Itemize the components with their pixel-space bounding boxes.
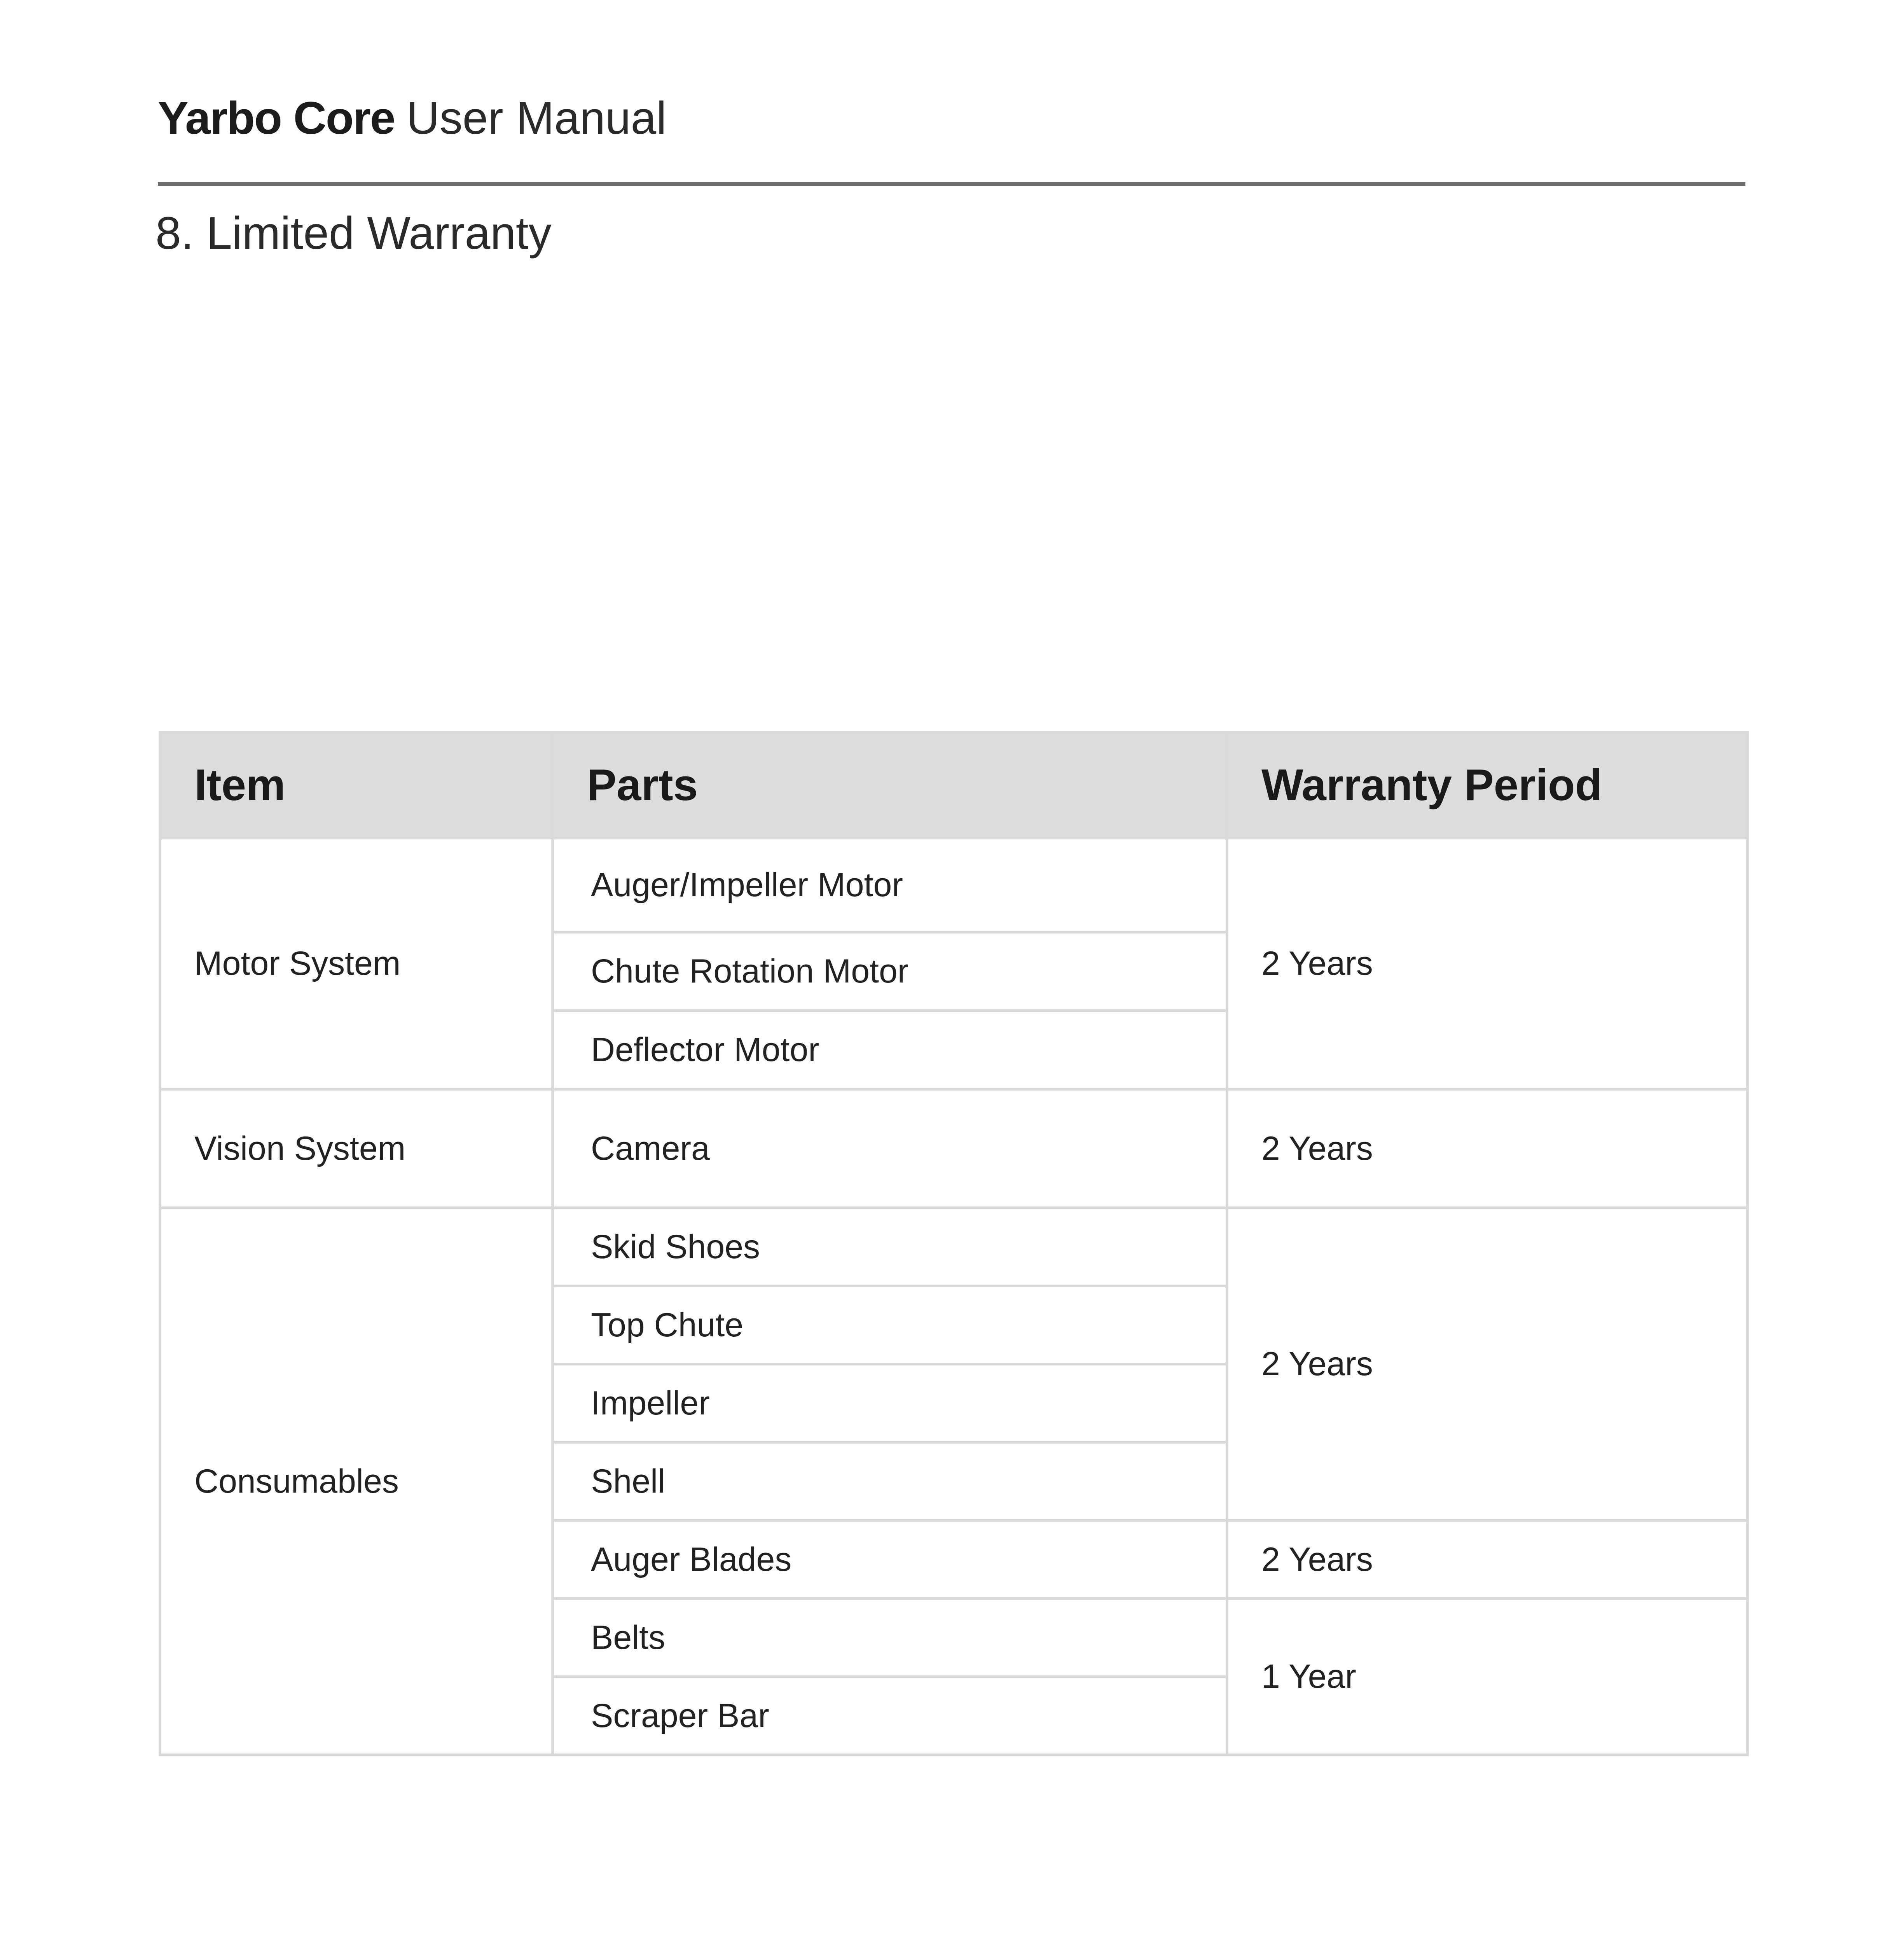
table-header-row — [160, 732, 1748, 838]
part-cell: Camera — [553, 1089, 1227, 1208]
column-header-item: Item — [160, 732, 553, 838]
document-name: User Manual — [406, 93, 667, 144]
brand-name: Yarbo Core — [158, 93, 395, 144]
item-cell-vision-system: Vision System — [160, 1089, 553, 1208]
table-row — [160, 1089, 1748, 1208]
table-row — [160, 1208, 1748, 1286]
period-cell: 2 Years — [1227, 1208, 1748, 1521]
column-header-parts: Parts — [553, 732, 1227, 838]
table-row — [160, 838, 1748, 932]
part-cell: Deflector Motor — [553, 1011, 1227, 1089]
part-cell: Top Chute — [553, 1286, 1227, 1364]
part-cell: Auger Blades — [553, 1521, 1227, 1599]
part-cell: Shell — [553, 1442, 1227, 1521]
part-cell: Scraper Bar — [553, 1677, 1227, 1755]
part-cell: Belts — [553, 1599, 1227, 1677]
part-cell: Skid Shoes — [553, 1208, 1227, 1286]
column-header-warranty-period: Warranty Period — [1227, 732, 1748, 838]
part-cell: Auger/Impeller Motor — [553, 838, 1227, 932]
section-title: 8. Limited Warranty — [155, 208, 552, 259]
period-cell: 2 Years — [1227, 1521, 1748, 1599]
item-cell-motor-system: Motor System — [160, 838, 553, 1089]
warranty-table — [159, 731, 1749, 1756]
part-cell: Impeller — [553, 1364, 1227, 1442]
page-header — [158, 95, 666, 150]
header-divider — [158, 182, 1745, 186]
period-cell: 2 Years — [1227, 838, 1748, 1089]
period-cell: 2 Years — [1227, 1089, 1748, 1208]
period-cell: 1 Year — [1227, 1599, 1748, 1755]
item-cell-consumables: Consumables — [160, 1208, 553, 1755]
part-cell: Chute Rotation Motor — [553, 932, 1227, 1011]
